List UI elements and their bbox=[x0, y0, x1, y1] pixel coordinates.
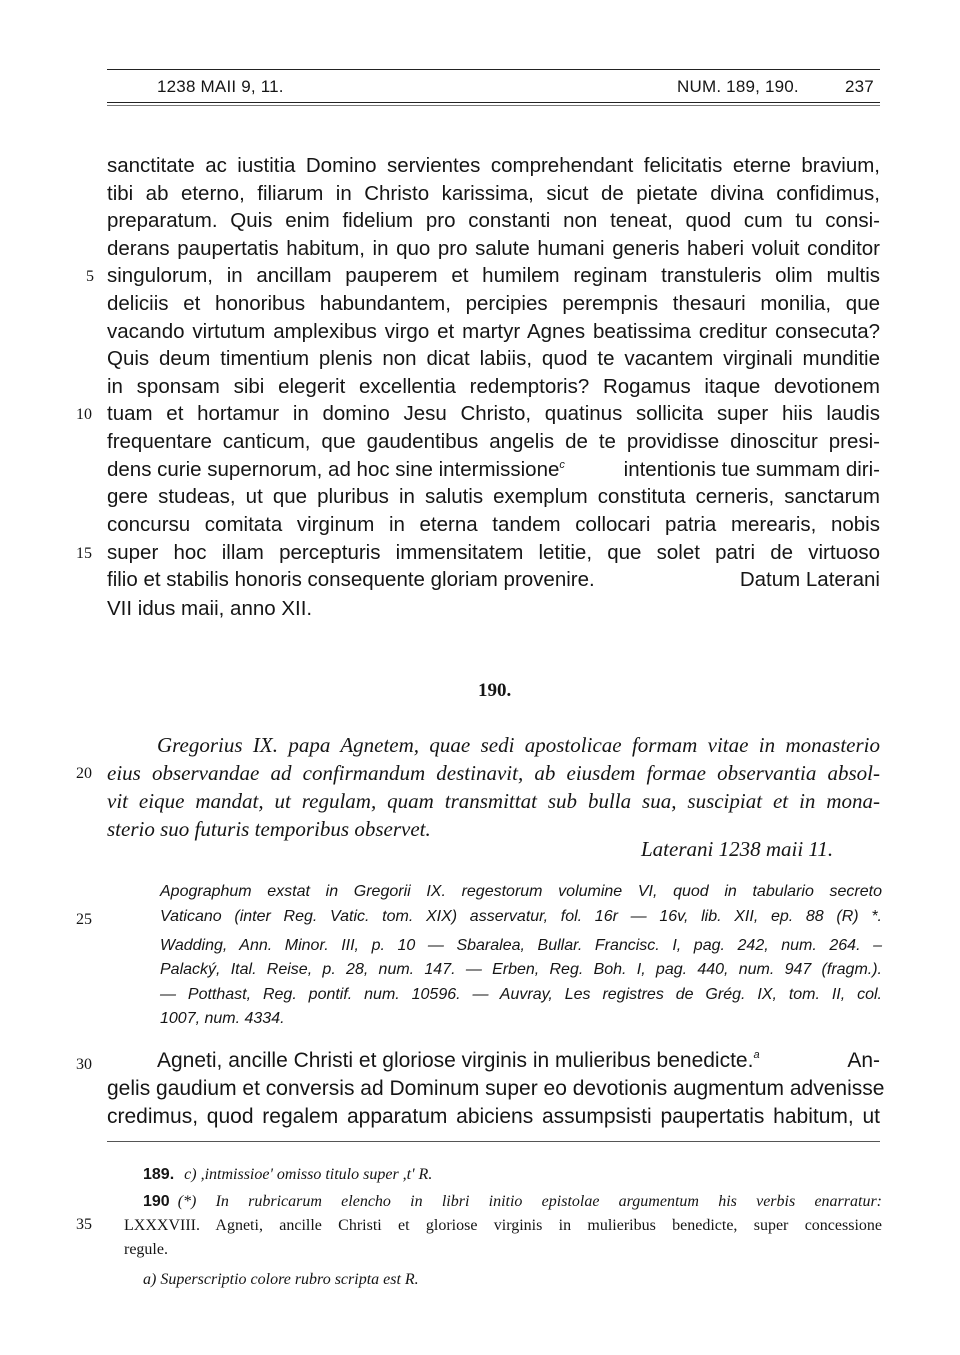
datum-laterani: Datum Laterani bbox=[739, 568, 880, 591]
doc189-line-15: super hoc illam percepturis immensitatem letitie, que solet patri de virtuoso bbox=[107, 541, 880, 564]
footnote-189-number: 189. bbox=[143, 1166, 175, 1183]
footnote-a: a) Superscriptio colore rubro scripta est R. bbox=[143, 1271, 419, 1288]
footnote-190-line-1: (*) In rubricarum elencho in libri initio epistolae argumentum his verbis enarratur: bbox=[177, 1193, 882, 1210]
doc189-line-5: singulorum, in ancillam pauperem et humilem reginam transtuleris olim multis bbox=[107, 264, 880, 287]
doc189-line-16 bbox=[107, 566, 880, 594]
line-number-10: 10 bbox=[76, 406, 92, 423]
doc190-text-line-2: gelis gaudium et conversis ad Dominum super eo devotionis augmentum advenisse bbox=[107, 1077, 885, 1100]
footnote-190 bbox=[143, 1190, 882, 1214]
footnote-mark-c: c bbox=[559, 459, 565, 471]
doc189-line-8: Quis deum timentium plenis non dicat labiis, quod te vacantem virginali munditie bbox=[107, 347, 880, 370]
doc189-line-10: tuam et hortamur in domino Jesu Christo, quatinus sollicita super hiis laudis bbox=[107, 402, 880, 425]
doc189-line-17: VII idus maii, anno XII. bbox=[107, 597, 313, 620]
doc189-line-14: concursu comitata virginum in eterna tandem collocari patria merearis, nobis bbox=[107, 513, 880, 536]
regest-line-4: sterio suo futuris temporibus observet. bbox=[107, 817, 431, 841]
doc190-text-line-3: credimus, quod regalem apparatum abiciens assumpsisti paupertatis habitum, ut bbox=[107, 1105, 880, 1128]
regest-line-3: vit eique mandat, ut regulam, quam transmittat sub bulla sua, suscipiat et in mona- bbox=[107, 789, 880, 813]
page-number: 237 bbox=[845, 77, 874, 96]
header-center: NUM. 189, 190. bbox=[677, 77, 799, 96]
salutation-continuation: An- bbox=[847, 1049, 880, 1072]
doc189-line-3: preparatum. Quis enim fidelium pro constanti non teneat, quod cum tu consi- bbox=[107, 209, 880, 232]
header-bottom-rule-2 bbox=[107, 105, 880, 106]
doc189-line-13: gere studeas, ut que pluribus in salutis exemplum constituta cerneris, sanctarum bbox=[107, 485, 880, 508]
doc189-line-4: derans paupertatis habitum, in quo pro salute humani generis haberi voluit conditor bbox=[107, 237, 880, 260]
header-top-rule bbox=[107, 69, 880, 70]
regest-line-1: Gregorius IX. papa Agnetem, quae sedi apostolicae formam vitae in monasterio bbox=[157, 733, 880, 757]
doc189-line-7: vacando virtutum amplexibus virgo et martyr Agnes beatissima creditur consecuta? bbox=[107, 320, 880, 343]
line-number-25: 25 bbox=[76, 911, 92, 928]
line-number-20: 20 bbox=[76, 765, 92, 782]
doc189-line-12 bbox=[107, 456, 880, 484]
footnote-190-line-2: LXXXVIII. Agneti, ancille Christi et gloriose virginis in mulieribus benedicte, super concessione bbox=[124, 1217, 882, 1234]
line-number-15: 15 bbox=[76, 545, 92, 562]
doc189-line-16-text: filio et stabilis honoris consequente gloriam provenire. bbox=[107, 568, 595, 591]
regest-line-2: eius observandae ad confirmandum destinavit, ab eiusdem formae observantia absol- bbox=[107, 761, 880, 785]
doc189-line-11: frequentare canticum, que gaudentibus angelis de te providisse dinoscitur presi- bbox=[107, 430, 880, 453]
doc189-line-9: in sponsam sibi elegerit excellentia redemptoris? Rogamus itaque devotionem bbox=[107, 375, 880, 398]
footnote-mark-a: a bbox=[753, 1049, 760, 1061]
source-line-6: 1007, num. 4334. bbox=[160, 1010, 285, 1027]
line-number-30: 30 bbox=[76, 1056, 92, 1073]
source-line-2: Vaticano (inter Reg. Vatic. tom. XIX) asservatur, fol. 16r — 16v, lib. XII, ep. 88 (R) *. bbox=[160, 908, 882, 925]
salutation: Agneti, ancille Christi et gloriose virginis in mulieribus benedicte. bbox=[157, 1049, 754, 1072]
doc190-number: 190. bbox=[478, 680, 512, 701]
footnote-190-number: 190 bbox=[143, 1193, 170, 1210]
doc189-line-12-text: dens curie supernorum, ad hoc sine intermissione bbox=[107, 458, 560, 481]
doc189-line-1: sanctitate ac iustitia Domino servientes comprehendant felicitatis eterne bravium, bbox=[107, 154, 880, 177]
footnote-separator bbox=[107, 1141, 880, 1142]
line-number-35: 35 bbox=[76, 1216, 92, 1233]
place-date: Laterani 1238 maii 11. bbox=[641, 837, 834, 861]
doc189-line-6: deliciis et honoribus habundantem, percipies perempnis thesauri monilia, que bbox=[107, 292, 880, 315]
doc190-text-line-1 bbox=[157, 1047, 880, 1075]
footnote-189-text: c) ,intmissioe' omisso titulo super ,t' R. bbox=[184, 1166, 433, 1183]
source-line-5: — Potthast, Reg. pontif. num. 10596. — Auvray, Les registres de Grég. IX, tom. II, col. bbox=[160, 986, 882, 1003]
doc189-line-2: tibi ab eterno, filiarum in Christo karissima, sicut de pietate divina confidimus, bbox=[107, 182, 880, 205]
source-line-4: Palacký, Ital. Reise, p. 28, num. 147. — Erben, Reg. Boh. I, pag. 440, num. 947 (fragm.). bbox=[160, 961, 882, 978]
header-left: 1238 MAII 9, 11. bbox=[157, 77, 284, 96]
line-number-5: 5 bbox=[86, 268, 94, 285]
header-bottom-rule bbox=[107, 102, 880, 103]
source-line-3: Wadding, Ann. Minor. III, p. 10 — Sbaralea, Bullar. Francisc. I, pag. 242, num. 264. – bbox=[160, 937, 882, 954]
footnote-189 bbox=[143, 1163, 432, 1187]
source-line-1: Apographum exstat in Gregorii IX. regestorum volumine VI, quod in tabulario secreto bbox=[160, 883, 882, 900]
doc189-line-12-rest: intentionis tue summam diri- bbox=[623, 458, 880, 481]
footnote-190-line-3: regule. bbox=[124, 1241, 168, 1258]
